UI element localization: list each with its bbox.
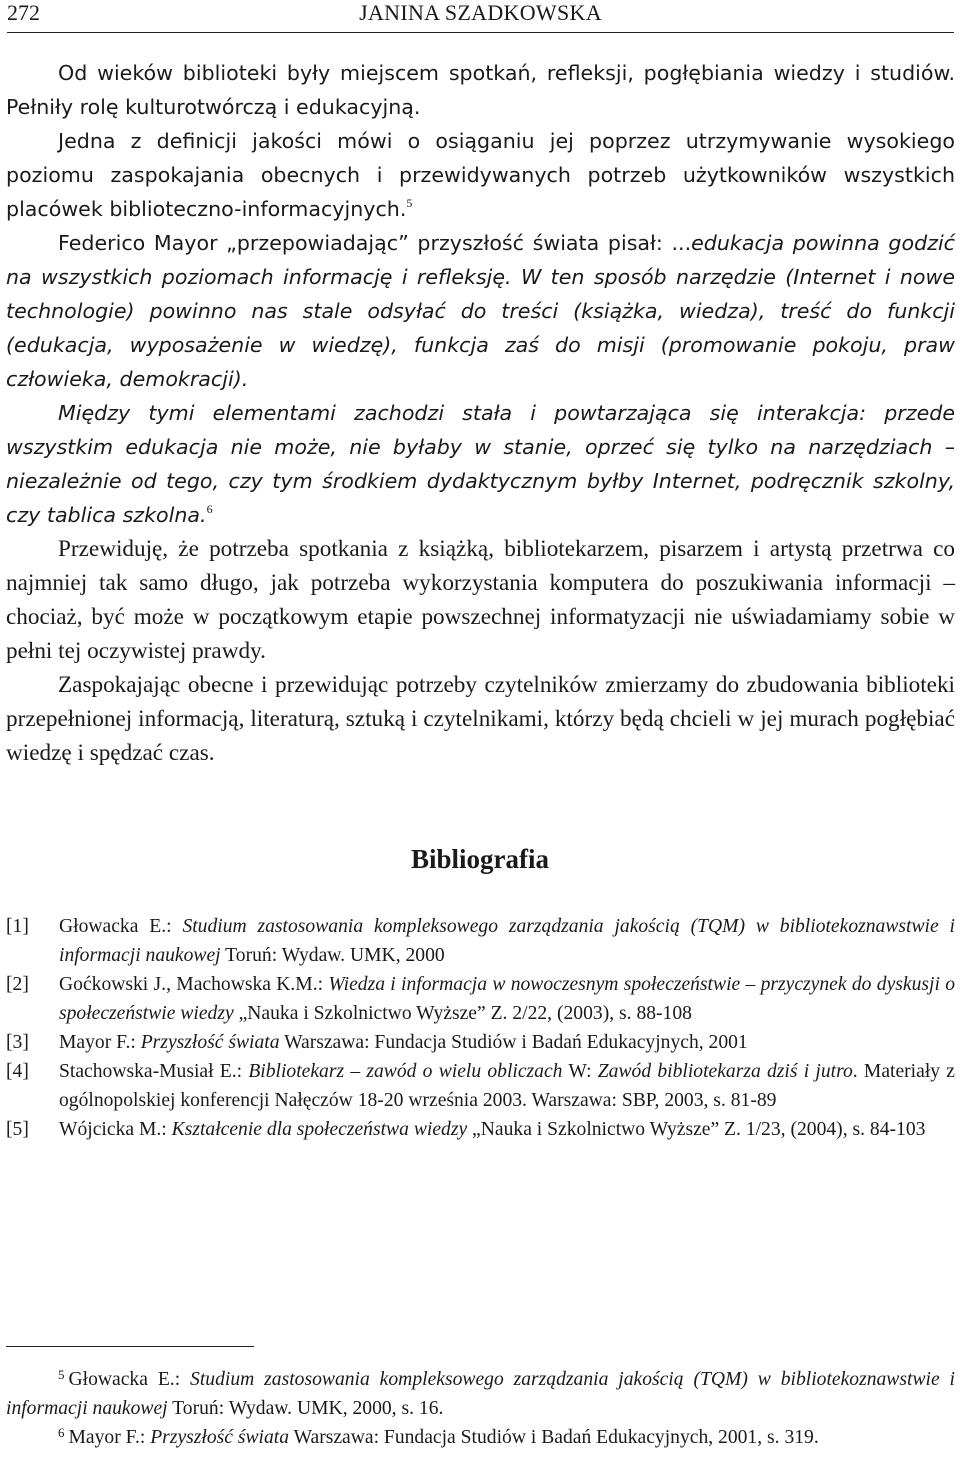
entry-text xyxy=(59,1028,955,1057)
entry-author: Głowacka E.: xyxy=(59,916,183,937)
entry-number: [3] xyxy=(6,1032,29,1053)
running-head xyxy=(7,0,954,28)
entry-number: [2] xyxy=(6,974,29,995)
paragraph-6-text: Zaspokajając obecne i przewidując potrzeby czytelników zmierzamy do zbudowania biblioteki przepełnionej informacją, literaturą, sztuką i czytelnikami, którzy będą chcieli w jej murach pogłębiać wiedzę i spędzać czas. xyxy=(6,672,955,766)
bibliography-heading: Bibliografia xyxy=(410,844,549,874)
page-number: 272 xyxy=(7,0,40,25)
entry-author: Stachowska-Musiał E.: xyxy=(59,1061,249,1082)
entry-author: Mayor F.: xyxy=(59,1032,141,1053)
entry-text xyxy=(59,1057,955,1115)
entry-publication: Toruń: Wydaw. UMK, 2000 xyxy=(220,945,445,966)
bibliography-entry xyxy=(6,970,955,1028)
footnote-author: Mayor F.: xyxy=(68,1427,151,1448)
footnote-publication: Warszawa: Fundacja Studiów i Badań Edukacyjnych, 2001, s. 319. xyxy=(289,1427,819,1448)
header-rule xyxy=(7,32,954,33)
entry-title: Przyszłość świata xyxy=(140,1032,280,1053)
body-text xyxy=(6,56,955,770)
footnote-5 xyxy=(6,1365,955,1423)
bibliography-entry xyxy=(6,1028,955,1057)
paragraph-3-quote: edukacja powinna godzić na wszystkich poziomach informację i refleksję. W ten sposób narzędzie (Internet i nowe technologie) powinno nas stale odsyłać do treści (książka, wiedza), treść do funkcji (edukacja, wyposażenie w wiedzę), funkcja zaś do misji (promowanie pokoju, praw człowieka, demokracji). xyxy=(6,231,955,391)
footnotes xyxy=(6,1365,955,1452)
bibliography-list xyxy=(6,912,955,1144)
entry-number: [1] xyxy=(6,916,29,937)
bibliography-entry xyxy=(6,1057,955,1115)
entry-title: Kształcenie dla społeczeństwa wiedzy xyxy=(171,1119,468,1140)
entry-author: Gоćkowski J., Machowska K.M.: xyxy=(59,974,329,995)
paragraph-2-text: Jedna z definicji jakości mówi o osiąganiu jej poprzez utrzymywanie wysokiego poziomu zaspokajania obecnych i przewidywanych potrzeb użytkowników wszystkich placówek biblioteczno-informacyjnych. xyxy=(6,129,955,221)
entry-book-title: Zawód bibliotekarza dziś i jutro xyxy=(597,1061,853,1082)
footnote-title: Przyszłość świata xyxy=(150,1427,290,1448)
entry-number: [4] xyxy=(6,1061,29,1082)
entry-publication: . Materiały z ogólnopolskiej konferencji Nałęczów 18-20 września 2003. Warszawa: SBP, 2003, s. 81-89 xyxy=(59,1061,955,1111)
footnote-6 xyxy=(6,1423,955,1452)
bibliography-entry xyxy=(6,912,955,970)
paragraph-2 xyxy=(6,124,955,226)
entry-number: [5] xyxy=(6,1119,29,1140)
footnote-author: Głowacka E.: xyxy=(68,1369,191,1390)
entry-title: Studium zastosowania kompleksowego zarządzania jakością (TQM) w bibliotekoznawstwie i informacji naukowej xyxy=(59,916,955,966)
paragraph-1 xyxy=(6,56,955,124)
footnote-mark: 6 xyxy=(58,1425,65,1440)
footnote-publication: Toruń: Wydaw. UMK, 2000, s. 16. xyxy=(167,1398,444,1419)
footnote-ref-5: 5 xyxy=(406,196,413,210)
paragraph-3 xyxy=(6,226,955,396)
entry-publication: „Nauka i Szkolnictwo Wyższe” Z. 2/22, (2003), s. 88-108 xyxy=(233,1003,692,1024)
entry-title: Bibliotekarz – zawód o wielu obliczach xyxy=(248,1061,563,1082)
entry-publication: Warszawa: Fundacja Studiów i Badań Edukacyjnych, 2001 xyxy=(279,1032,748,1053)
paragraph-5-text: Przewiduję, że potrzeba spotkania z książką, bibliotekarzem, pisarzem i artystą przetrwa co najmniej tak samo długo, jak potrzeba wykorzystania komputera do poszukiwania informacji – chociaż, być może w początkowym etapie powszechnej informatyzacji nie uświadamiamy sobie w pełni tej oczywistej prawdy. xyxy=(6,536,955,664)
footnote-rule xyxy=(6,1346,254,1347)
paragraph-1-text: Od wieków biblioteki były miejscem spotkań, refleksji, pogłębiania wiedzy i studiów. Pełniły rolę kulturotwórczą i edukacyjną. xyxy=(6,61,955,119)
entry-publication: „Nauka i Szkolnictwo Wyższe” Z. 1/23, (2004), s. 84-103 xyxy=(467,1119,926,1140)
paragraph-4-quote: Między tymi elementami zachodzi stała i powtarzająca się interakcja: przede wszystkim edukacja nie może, nie byłaby w stanie, oprzeć się tylko na narzędziach – niezależnie od tego, czy tym środkiem dydaktycznym byłby Internet, podręcznik szkolny, czy tablica szkolna. xyxy=(6,401,955,527)
footnote-title: Studium zastosowania kompleksowego zarządzania jakością (TQM) w bibliotekoznawstwie i informacji naukowej xyxy=(6,1369,955,1419)
paragraph-5 xyxy=(6,532,955,668)
footnote-mark: 5 xyxy=(58,1367,65,1382)
entry-text xyxy=(59,970,955,1028)
paragraph-4 xyxy=(6,396,955,532)
entry-in: W: xyxy=(562,1061,598,1082)
entry-text xyxy=(59,912,955,970)
paragraph-6 xyxy=(6,668,955,770)
footnote-ref-6: 6 xyxy=(206,502,213,516)
entry-author: Wójcicka M.: xyxy=(59,1119,172,1140)
entry-title: Wiedza i informacja w nowoczesnym społeczeństwie – przyczynek do dyskusji o społeczeństwie wiedzy xyxy=(59,974,955,1024)
bibliography-entry xyxy=(6,1115,955,1144)
running-title: JANINA SZADKOWSKA xyxy=(359,0,602,25)
entry-text xyxy=(59,1115,955,1144)
paragraph-3-lead: Federico Mayor „przepowiadając” przyszłość świata pisał: ... xyxy=(58,231,692,255)
